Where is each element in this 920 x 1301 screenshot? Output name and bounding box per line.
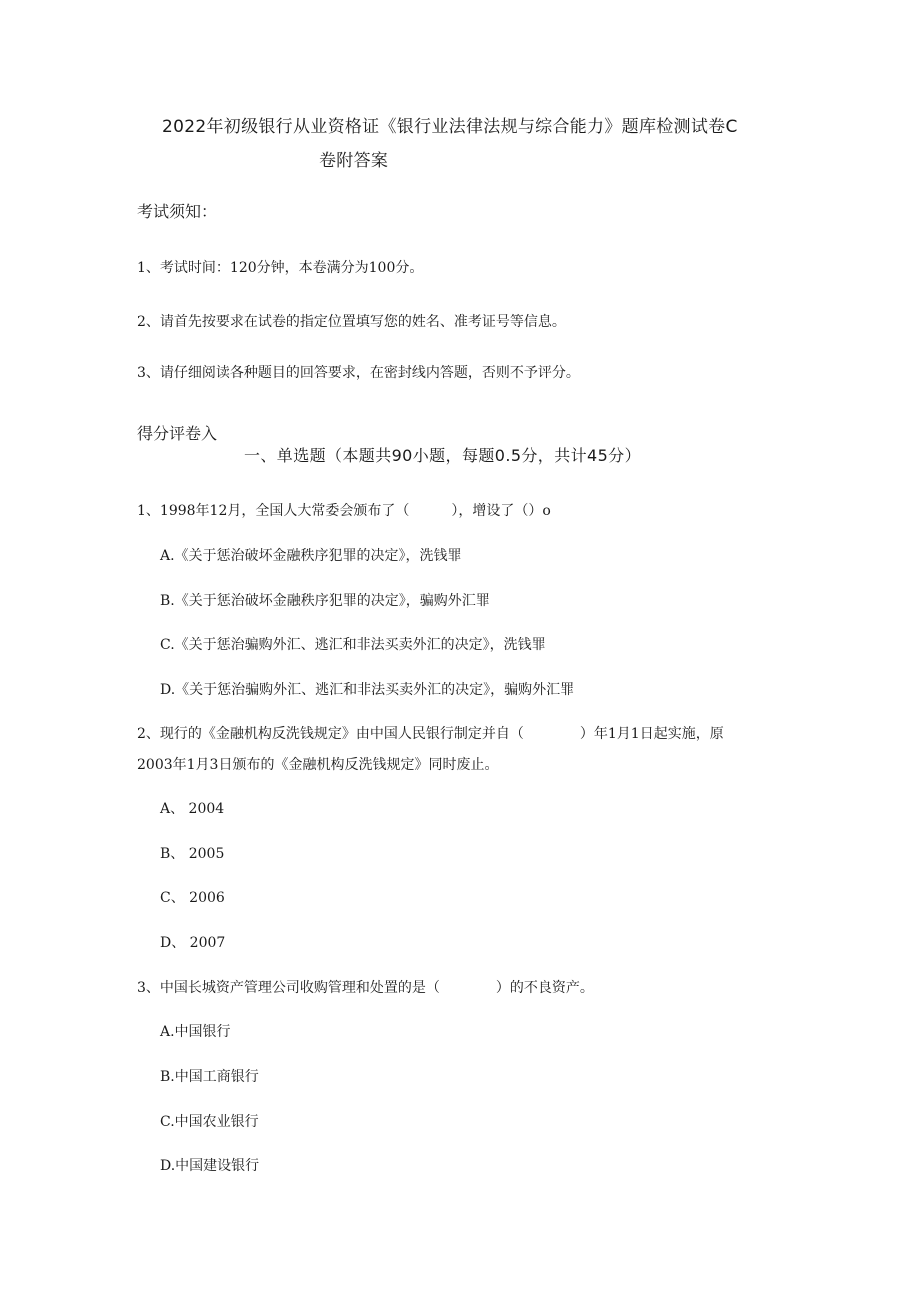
score-label: 得分评卷入 — [137, 424, 218, 443]
question-option: A.《关于惩治破坏金融秩序犯罪的决定》，洗钱罪 — [160, 548, 462, 564]
notice-item: 2、请首先按要求在试卷的指定位置填写您的姓名、准考证号等信息。 — [137, 314, 566, 330]
question-stem: 3、中国长城资产管理公司收购管理和处置的是（ ）的不良资产。 — [137, 980, 594, 996]
question-option: B.中国工商银行 — [160, 1069, 259, 1085]
question-stem: 1、1998年12月，全国人大常委会颁布了（ ），增设了（）o — [137, 503, 551, 519]
section-heading: 一、单选题（本题共90小题，每题0.5分，共计45分） — [244, 446, 641, 465]
document-title-line-1: 2022年初级银行从业资格证《银行业法律法规与综合能力》题库检测试卷C — [162, 117, 738, 137]
question-option: D.《关于惩治骗购外汇、逃汇和非法买卖外汇的决定》，骗购外汇罪 — [160, 682, 575, 698]
question-option: B、 2005 — [160, 846, 225, 862]
document-title-line-2: 卷附答案 — [319, 151, 389, 171]
question-option: D.中国建设银行 — [160, 1158, 260, 1174]
question-option: A.中国银行 — [160, 1024, 231, 1040]
question-option: C.中国农业银行 — [160, 1114, 259, 1130]
notice-heading: 考试须知： — [137, 202, 218, 221]
question-stem-continued: 2003年1月3日颁布的《金融机构反洗钱规定》同时废止。 — [137, 757, 499, 773]
question-option: A、 2004 — [160, 801, 225, 817]
question-option: B.《关于惩治破坏金融秩序犯罪的决定》，骗购外汇罪 — [160, 593, 490, 609]
question-option: C.《关于惩治骗购外汇、逃汇和非法买卖外汇的决定》，洗钱罪 — [160, 637, 546, 653]
notice-item: 1、考试时间：120分钟，本卷满分为100分。 — [137, 260, 424, 276]
notice-item: 3、请仔细阅读各种题目的回答要求，在密封线内答题，否则不予评分。 — [137, 365, 580, 381]
question-stem: 2、现行的《金融机构反洗钱规定》由中国人民银行制定并自（ ）年1月1日起实施，原 — [137, 726, 724, 742]
question-option: C、 2006 — [160, 890, 225, 906]
question-option: D、 2007 — [160, 935, 226, 951]
